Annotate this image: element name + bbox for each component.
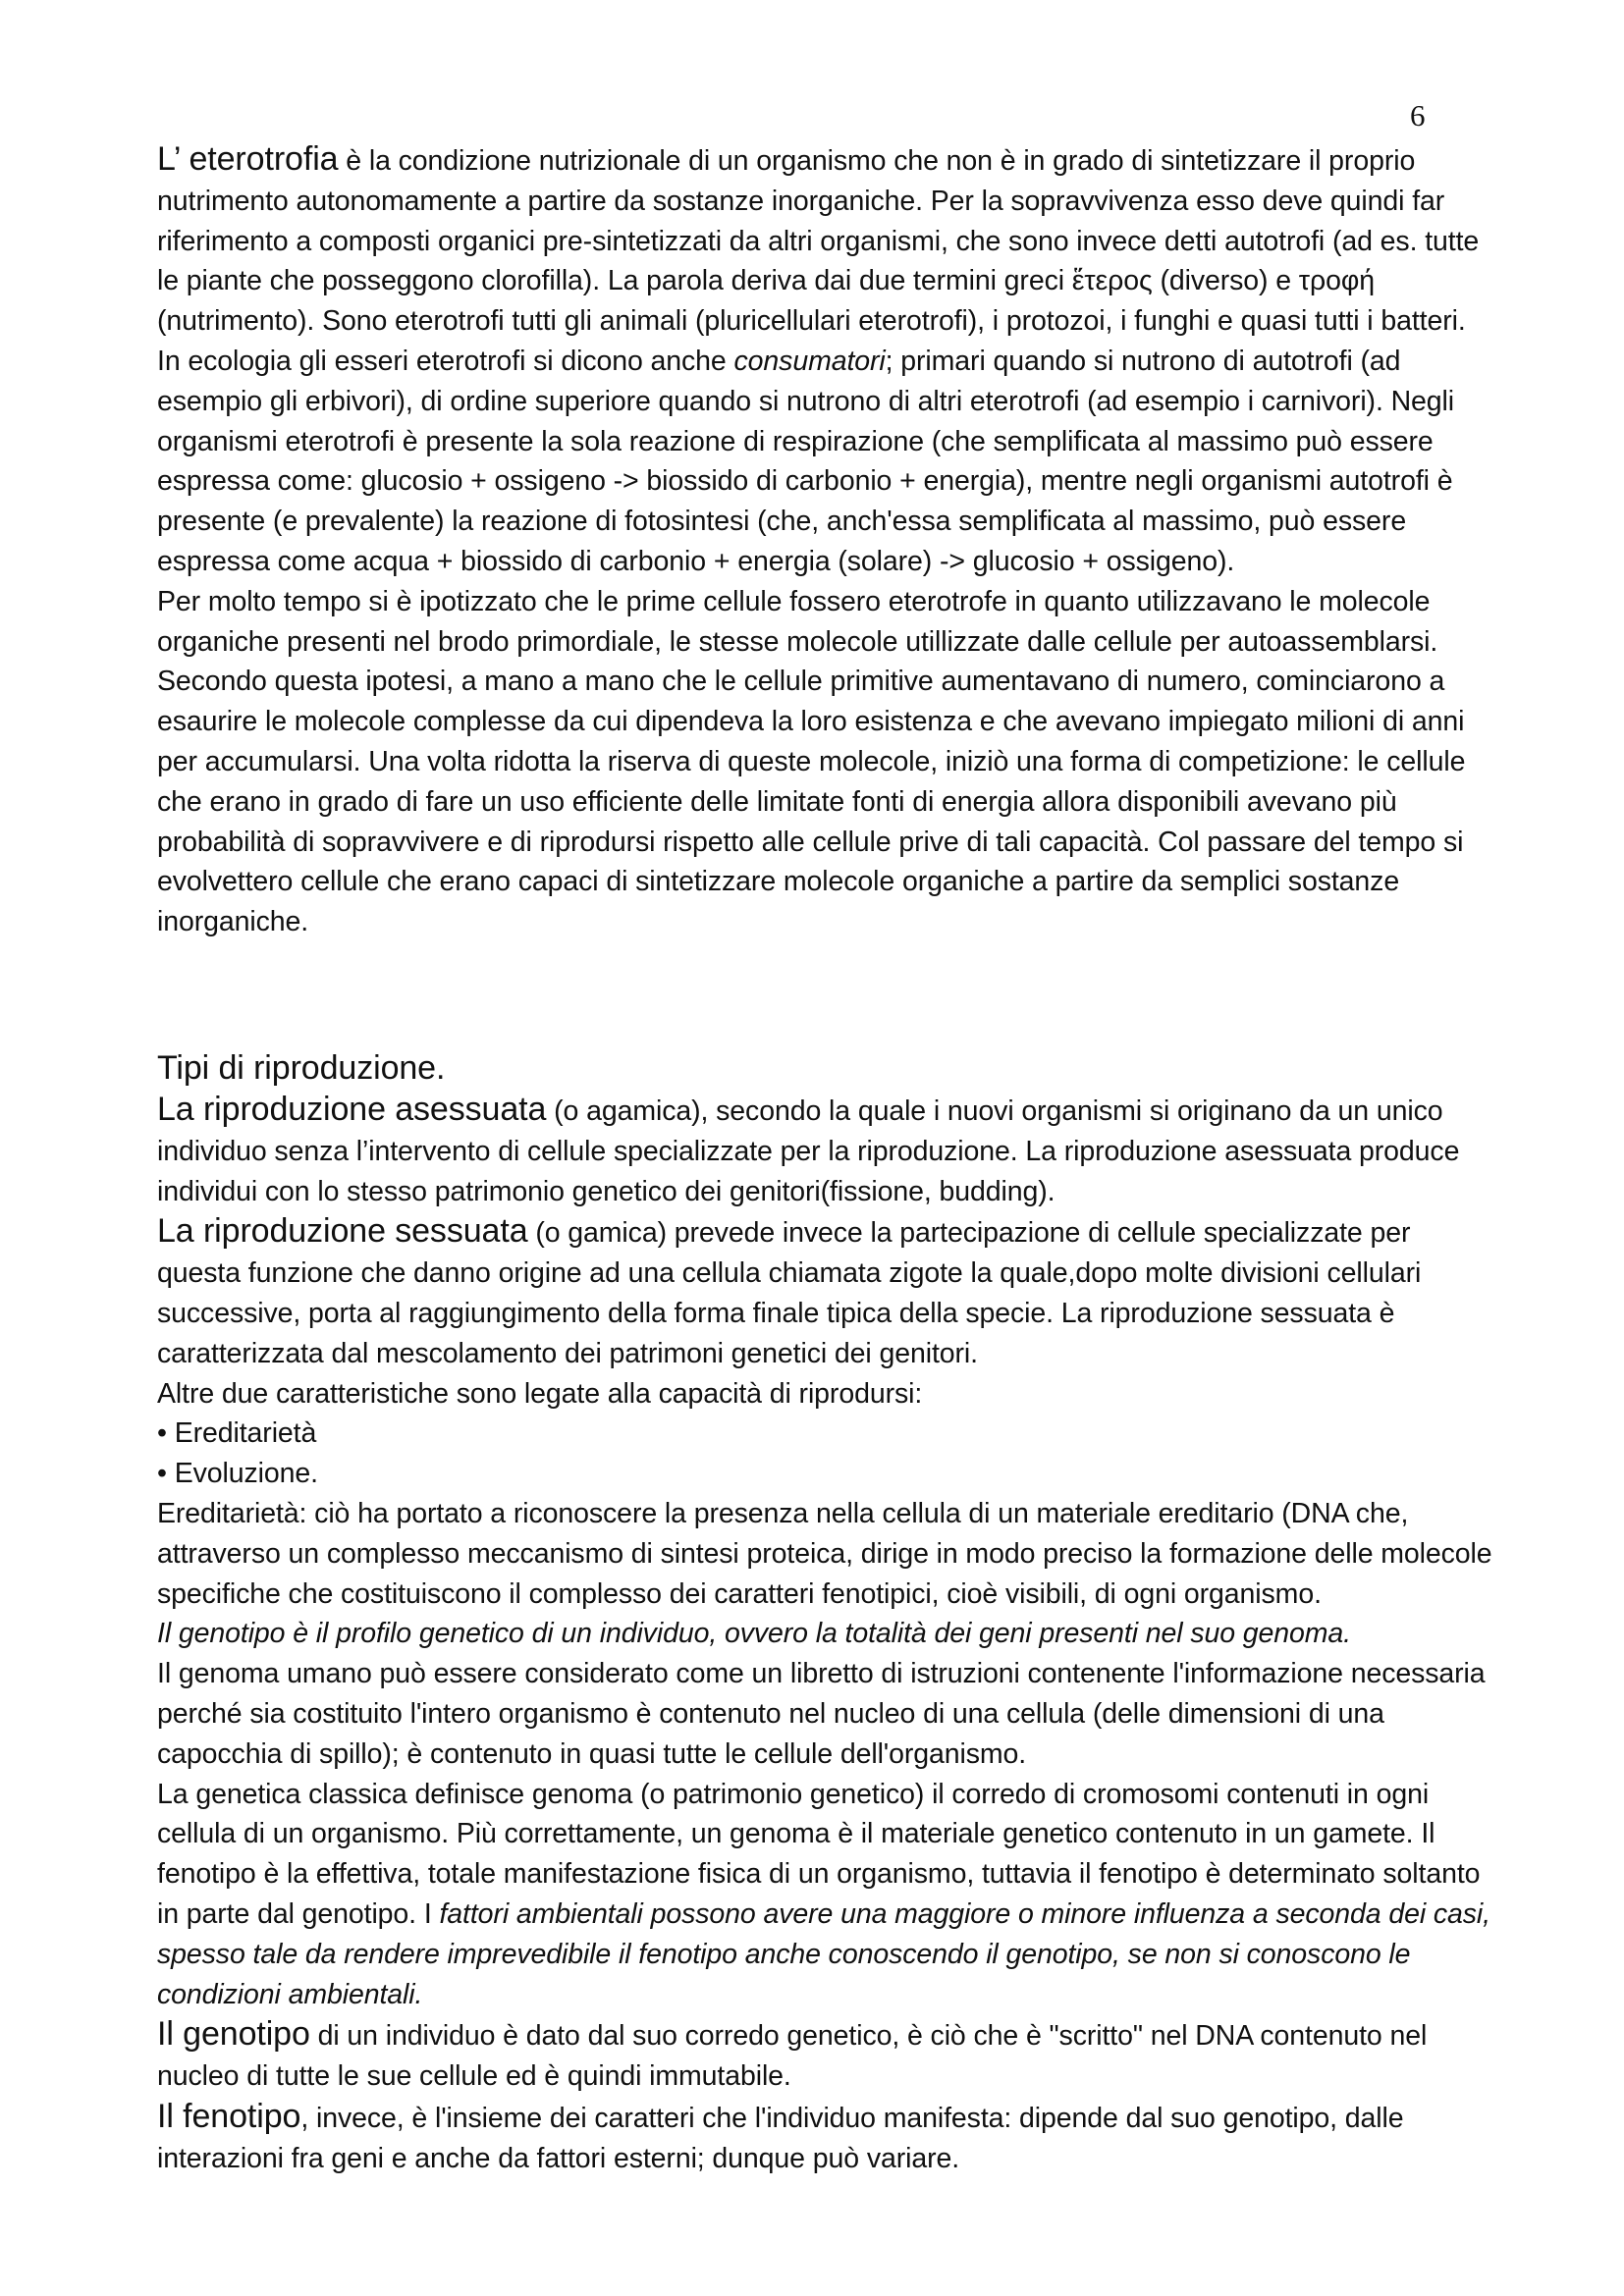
paragraph-text: (o agamica), secondo la quale i nuovi organismi si originano da un unico individuo senza l’intervento di cellule specializzate per la riproduzione. La riproduzione asessuata produce individui con lo stesso patrimonio genetico dei genitori(fissione, budding). xyxy=(157,1095,1460,1207)
paragraph-text: è la condizione nutrizionale di un organismo che non è in grado di sintetizzare il proprio nutrimento autonomamente a partire da sostanze inorganiche. Per la sopravvivenza esso deve quindi far riferimento a composti organici pre-sintetizzati da altri organismi, che sono invece detti autotrofi (ad es. tutte le piante che posseggono clorofilla). La parola deriva dai due termini greci ἕτερος (diverso) e τροφή (nutrimento). Sono eterotrofi tutti gli animali (pluricellulari eterotrofi), i protozoi, i funghi e quasi tutti i batteri. In ecologia gli esseri eterotrofi si dicono anche xyxy=(157,145,1480,377)
paragraph-traits-intro: Altre due caratteristiche sono legate alla capacità di riprodursi: xyxy=(157,1377,923,1410)
paragraph-genetica-classica xyxy=(157,1775,1492,2015)
page-number: 6 xyxy=(1410,98,1426,133)
paragraph-eterotrofia-definition xyxy=(157,139,1492,582)
paragraph-prime-cellule: Per molto tempo si è ipotizzato che le prime cellule fossero eterotrofe in quanto utilizzavano le molecole organiche presenti nel brodo primordiale, le stesse molecole utillizzate dalle cellule per autoassemblarsi. Secondo questa ipotesi, a mano a mano che le cellule primitive aumentavano di numero, cominciarono a esaurire le molecole complesse da cui dipendeva la loro esistenza e che avevano impiegato milioni di anni per accumularsi. Una volta ridotta la riserva di queste molecole, iniziò una forma di competizione: le cellule che erano in grado di fare un uso efficiente delle limitate fonti di energia allora disponibili avevano più probabilità di sopravvivere e di riprodursi rispetto alle cellule prive di tali capacità. Col passare del tempo si evolvettero cellule che erano capaci di sintetizzare molecole organiche a partire da semplici sostanze inorganiche. xyxy=(157,585,1466,938)
term-eterotrofia: L’ eterotrofia xyxy=(157,140,339,178)
paragraph-asessuata xyxy=(157,1090,1492,1211)
paragraph-ereditarieta: Ereditarietà: ciò ha portato a riconoscere la presenza nella cellula di un materiale ereditario (DNA che, attraverso un complesso meccanismo di sintesi proteica, dirige in modo preciso la formazione delle molecole specifiche che costituiscono il complesso dei caratteri fenotipici, cioè visibili, di ogni organismo. xyxy=(157,1497,1492,1610)
paragraph-genotipo xyxy=(157,2014,1492,2097)
term-riproduzione-asessuata: La riproduzione asessuata xyxy=(157,1091,547,1128)
italic-fattori-ambientali: fattori ambientali possono avere una maggiore o minore influenza a seconda dei casi, spesso tale da rendere imprevedibile il fenotipo anche conoscendo il genotipo, se non si conoscono le condizioni ambientali. xyxy=(157,1897,1490,2010)
paragraph-genotipo-definition xyxy=(157,1614,1492,1654)
bullet-item: • Ereditarietà xyxy=(157,1417,317,1450)
paragraph-sessuata xyxy=(157,1211,1492,1373)
paragraph-text: La genetica classica definisce genoma (o patrimonio genetico) il corredo di cromosomi contenuti in ogni cellula di un organismo. Più correttamente, un genoma è il materiale genetico contenuto in un gamete. Il fenotipo è la effettiva, totale manifestazione fisica di un organismo, tuttavia il fenotipo è determinato soltanto in parte dal genotipo. I xyxy=(157,1778,1481,1930)
paragraph-text: di un individuo è dato dal suo corredo genetico, è ciò che è "scritto" nel DNA contenuto nel nucleo di tutte le sue cellule ed è quindi immutabile. xyxy=(157,2020,1428,2093)
section-riproduzione xyxy=(157,1046,1492,2179)
term-fenotipo: Il fenotipo xyxy=(157,2097,301,2135)
term-riproduzione-sessuata: La riproduzione sessuata xyxy=(157,1212,528,1251)
paragraph-text: ; primari quando si nutrono di autotrofi (ad esempio gli erbivori), di ordine superiore quando si nutrono di altri eterotrofi (ad esempio i carnivori). Negli organismi eterotrofi è presente la sola reazione di respirazione (che semplificata al massimo può essere espressa come: glucosio + ossigeno -> biossido di carbonio + energia), mentre negli organismi autotrofi è presente (e prevalente) la reazione di fotosintesi (che, anch'essa semplificata al massimo, può essere espressa come acqua + biossido di carbonio + energia (solare) -> glucosio + ossigeno). xyxy=(157,345,1455,577)
paragraph-genoma-umano: Il genoma umano può essere considerato come un libretto di istruzioni contenente l'informazione necessaria perché sia costituito l'intero organismo è contenuto nel nucleo di una cellula (delle dimensioni di una capocchia di spillo); è contenuto in quasi tutte le cellule dell'organismo. xyxy=(157,1658,1486,1770)
italic-genotipo-definition: Il genotipo è il profilo genetico di un individuo, ovvero la totalità dei geni presenti nel suo genoma. xyxy=(157,1618,1351,1650)
term-genotipo: Il genotipo xyxy=(157,2015,310,2054)
bullet-item: • Evoluzione. xyxy=(157,1458,318,1490)
paragraph-text: , invece, è l'insieme dei caratteri che l'individuo manifesta: dipende dal suo genotipo, dalle interazioni fra geni e anche da fattori esterni; dunque può variare. xyxy=(157,2102,1404,2174)
paragraph-fenotipo xyxy=(157,2097,1492,2179)
paragraph-text: (o gamica) prevede invece la partecipazione di cellule specializzate per questa funzione che danno origine ad una cellula chiamata zigote la quale,dopo molte divisioni cellulari successive, porta al raggiungimento della forma finale tipica della specie. La riproduzione sessuata è caratterizzata dal mescolamento dei patrimoni genetici dei genitori. xyxy=(157,1217,1422,1369)
section-heading: Tipi di riproduzione. xyxy=(157,1049,446,1087)
italic-term-consumatori: consumatori xyxy=(733,345,886,377)
section-eterotrofia xyxy=(157,139,1492,942)
